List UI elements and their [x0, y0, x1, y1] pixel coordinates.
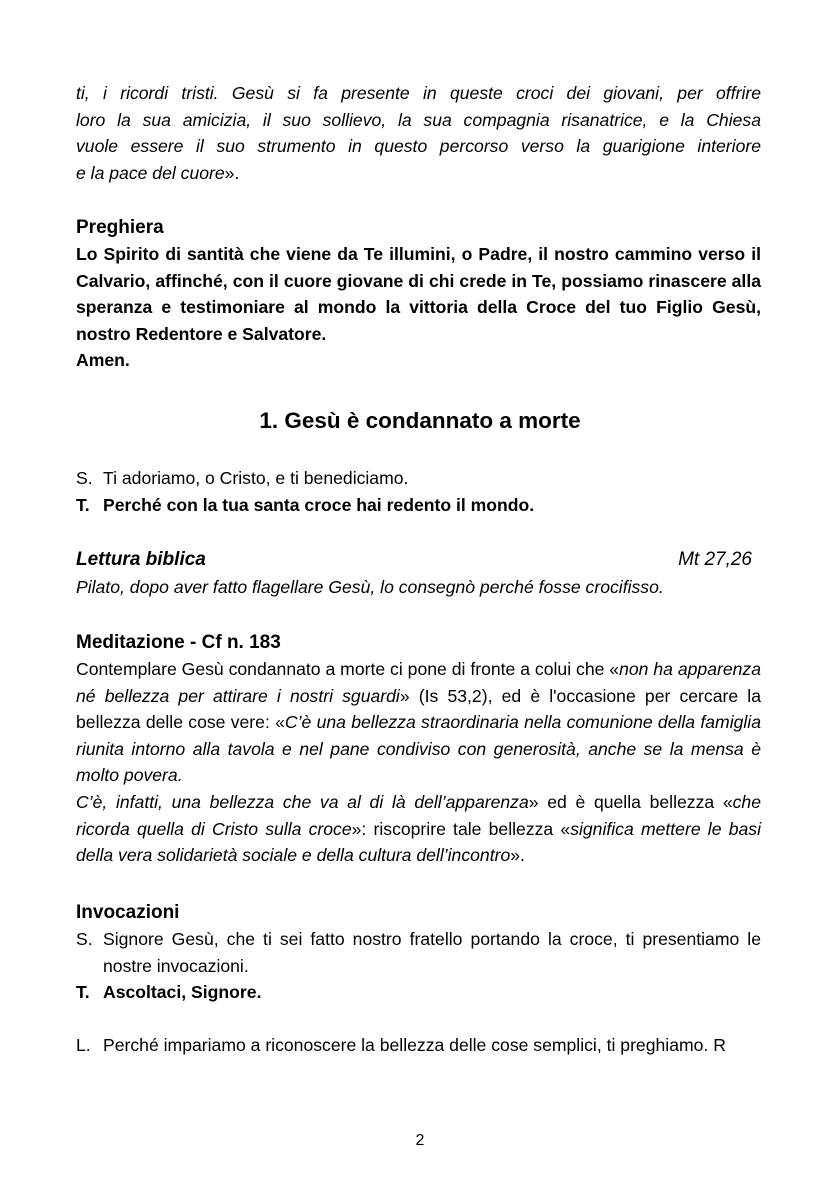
preghiera-text: Lo Spirito di santità che viene da Te illumini, o Padre, il nostro cammino verso il Calvario, affinché, con il cuore giovane di chi crede in Te, possiamo rinascere alla speranza e testimoniare al mondo la vittoria della Croce del tuo Figlio Gesù, nostro Redentore e Salvatore. [76, 244, 761, 344]
lettura-heading: Lettura biblica [76, 549, 206, 570]
med-p1-a: Contemplare Gesù condannato a morte ci pone di fronte a colui che « [76, 659, 620, 679]
invocazioni-section [76, 900, 761, 1058]
intro-line-2: loro la sua amicizia, il suo sollievo, la sua compagnia risanatrice, e la Chiesa [76, 109, 761, 130]
meditazione-paragraph-1 [76, 656, 761, 789]
preghiera-amen: Amen. [76, 350, 130, 371]
versicle-t-row [76, 492, 761, 519]
versicle-s-row [76, 465, 761, 492]
page-number: 2 [415, 1132, 425, 1149]
intro-line-4 [76, 160, 761, 187]
invocazioni-t-text: Ascoltaci, Signore. [103, 982, 262, 1003]
versicle-s-text: Ti adoriamo, o Cristo, e ti benediciamo. [103, 468, 409, 488]
preghiera-heading: Preghiera [76, 217, 164, 238]
lettura-heading-row [76, 547, 752, 574]
versicle-t-text: Perché con la tua santa croce hai redento il mondo. [103, 494, 535, 515]
meditazione-heading: Meditazione - Cf n. 183 [76, 632, 281, 653]
invocazioni-s-row [76, 926, 761, 979]
med-p2-b: » ed è quella bellezza « [528, 791, 733, 812]
intro-last-italic: e la pace del cuore [76, 162, 225, 183]
lettura-text: Pilato, dopo aver fatto flagellare Gesù, lo consegnò perché fosse crocifisso. [76, 576, 664, 597]
intro-paragraph [76, 80, 761, 186]
med-p1-quote: non ha apparenza né bellezza per attirare i nostri sguardi [76, 659, 761, 706]
meditazione-section [76, 630, 761, 869]
invocazioni-l-row [76, 1032, 761, 1059]
versicle-section [76, 465, 761, 518]
med-p2-e: significa mettere le basi della vera solidarietà sociale e della cultura dell’incontro [76, 818, 761, 866]
lettura-reference: Mt 27,26 [678, 549, 752, 570]
invocazioni-l-label: L. [76, 1034, 91, 1055]
invocazioni-t-row [76, 979, 761, 1006]
intro-line-1: ti, i ricordi tristi. Gesù si fa presente in queste croci dei giovani, per offrire [76, 83, 761, 103]
intro-last-end: ». [224, 162, 240, 183]
station-title: 1. Gesù è condannato a morte [259, 408, 581, 433]
med-p1-quote-2: C’è una bellezza straordinaria nella comunione della famiglia riunita intorno alla tavola e nel pane condiviso con generosità, anche se la mensa è molto povera. [76, 712, 761, 786]
meditazione-paragraph-2 [76, 789, 761, 869]
invocazioni-t-label: T. [76, 982, 90, 1003]
preghiera-section [76, 215, 761, 374]
med-p2-a: C’è, infatti, una bellezza che va al di là dell’apparenza [76, 791, 529, 812]
invocazioni-s-text: Signore Gesù, che ti sei fatto nostro fratello portando la croce, ti presentiamo le nostre invocazioni. [103, 929, 761, 976]
invocazioni-s-label: S. [76, 929, 93, 949]
intro-line-3: vuole essere il suo strumento in questo percorso verso la guarigione interiore [76, 136, 761, 157]
invocazioni-heading: Invocazioni [76, 902, 180, 923]
versicle-t-label: T. [76, 494, 90, 515]
med-p2-d: »: riscoprire tale bellezza « [351, 818, 571, 839]
invocazioni-l-text: Perché impariamo a riconoscere la bellezza delle cose semplici, ti preghiamo. R [103, 1034, 726, 1055]
med-p2-c: che ricorda quella di Cristo sulla croce [76, 791, 761, 839]
med-p1-c: » (Is 53,2), ed è l'occasione per cercare la bellezza delle cose vere: « [76, 685, 761, 733]
lettura-section [76, 547, 761, 600]
med-p2-f: ». [510, 845, 525, 866]
versicle-s-label: S. [76, 468, 93, 488]
